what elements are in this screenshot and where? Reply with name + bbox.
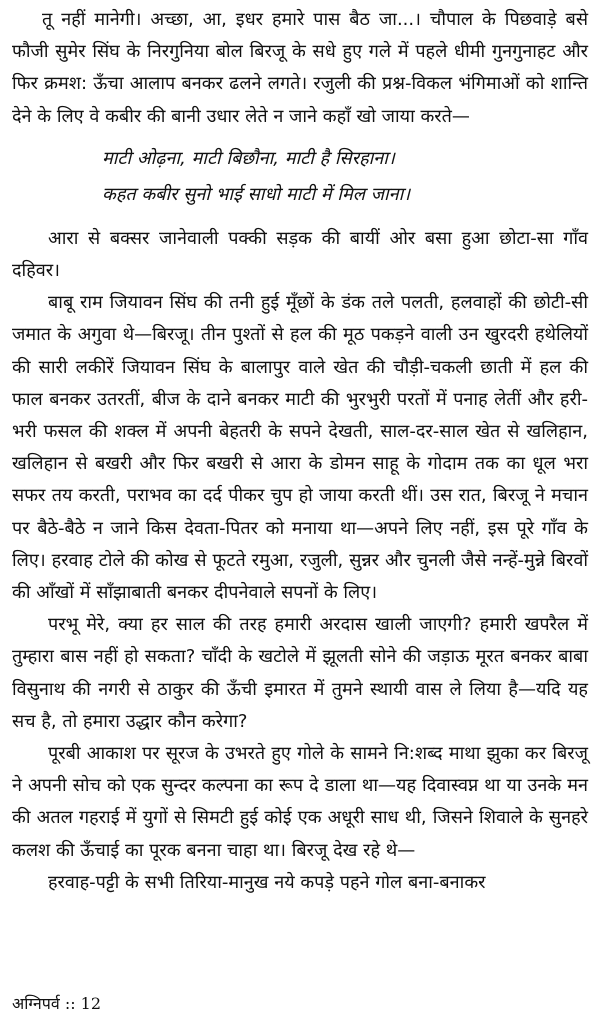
paragraph: पूरबी आकाश पर सूरज के उभरते हुए गोले के सामने नि:शब्द माथा झुका कर बिरजू ने अपनी सोच को एक सुन्दर कल्पना का रूप दे डाला था—यह दिवास्वप्न था या उनके मन की अतल गहराई में युगों से सिमटी हुई कोई एक अधूरी साध थी, जिसने शिवाले के सुनहरे कलश की ऊँचाई का पूरक बनना चाहा था। बिरजू देख रहे थे— [12, 743, 588, 861]
page-body [12, 4, 588, 899]
paragraph: आरा से बक्सर जानेवाली पक्की सड़क की बायीं ओर बसा हुआ छोटा-सा गाँव दहिवर। [12, 227, 588, 282]
page-footer: अग्निपर्व :: 12 [12, 994, 102, 1013]
paragraph: बाबू राम जियावन सिंघ की तनी हुई मूँछों के डंक तले पलती, हलवाहों की छोटी-सी जमात के अगुवा थे—बिरजू। तीन पुश्तों से हल की मूठ पकड़ने वाली उन खुरदरी हथेलियों की सारी लकीरें जियावन सिंघ के बालापुर वाले खेत की चौड़ी-चकली छाती में हल की फाल बनकर उतरतीं, बीज के दाने बनकर माटी की भुरभुरी परतों में पनाह लेतीं और हरी-भरी फसल की शक्ल में अपनी बेहतरी के सपने देखती, साल-दर-साल खेत से खलिहान, खलिहान से बखरी और फिर बखरी से आरा के डोमन साहू के गोदाम तक का धूल भरा सफर तय करती, पराभव का दर्द पीकर चुप हो जाया करती थीं। उस रात, बिरजू ने मचान पर बैठे-बैठे न जाने किस देवता-पितर को मनाया था—अपने लिए नहीं, इस पूरे गाँव के लिए। हरवाह टोले की कोख से फूटते रमुआ, रजुली, सुन्नर और चुनली जैसे नन्हें-मुन्ने बिरवों की आँखों में साँझाबाती बनकर दीपनेवाले सपनों के लिए। [12, 292, 588, 604]
poem-quote [102, 141, 588, 213]
paragraph: तू नहीं मानेगी। अच्छा, आ, इधर हमारे पास बैठ जा...। चौपाल के पिछवाड़े बसे फौजी सुमेर सिंघ के निरगुनिया बोल बिरजू के सधे हुए गले में पहले धीमी गुनगुनाहट और फिर क्रमश: ऊँचा आलाप बनकर ढलने लगते। रजुली की प्रश्न-विकल भंगिमाओं को शान्ति देने के लिए वे कबीर की बानी उधार लेते न जाने कहाँ खो जाया करते— [12, 9, 588, 127]
paragraph: हरवाह-पट्टी के सभी तिरिया-मानुख नये कपड़े पहने गोल बना-बनाकर [48, 871, 486, 893]
paragraph: परभू मेरे, क्या हर साल की तरह हमारी अरदास खाली जाएगी? हमारी खपरैल में तुम्हारा बास नहीं हो सकता? चाँदी के खटोले में झूलती सोने की जड़ाऊ मूरत बनकर बाबा विसुनाथ की नगरी से ठाकुर की ऊँची इमारत में तुमने स्थायी वास ले लिया है—यदि यह सच है, तो हमारा उद्धार कौन करेगा? [12, 614, 588, 732]
poem-line: कहत कबीर सुनो भाई साधो माटी में मिल जाना। [102, 183, 411, 205]
poem-line: माटी ओढ़ना, माटी बिछौना, माटी है सिरहाना। [102, 147, 395, 169]
